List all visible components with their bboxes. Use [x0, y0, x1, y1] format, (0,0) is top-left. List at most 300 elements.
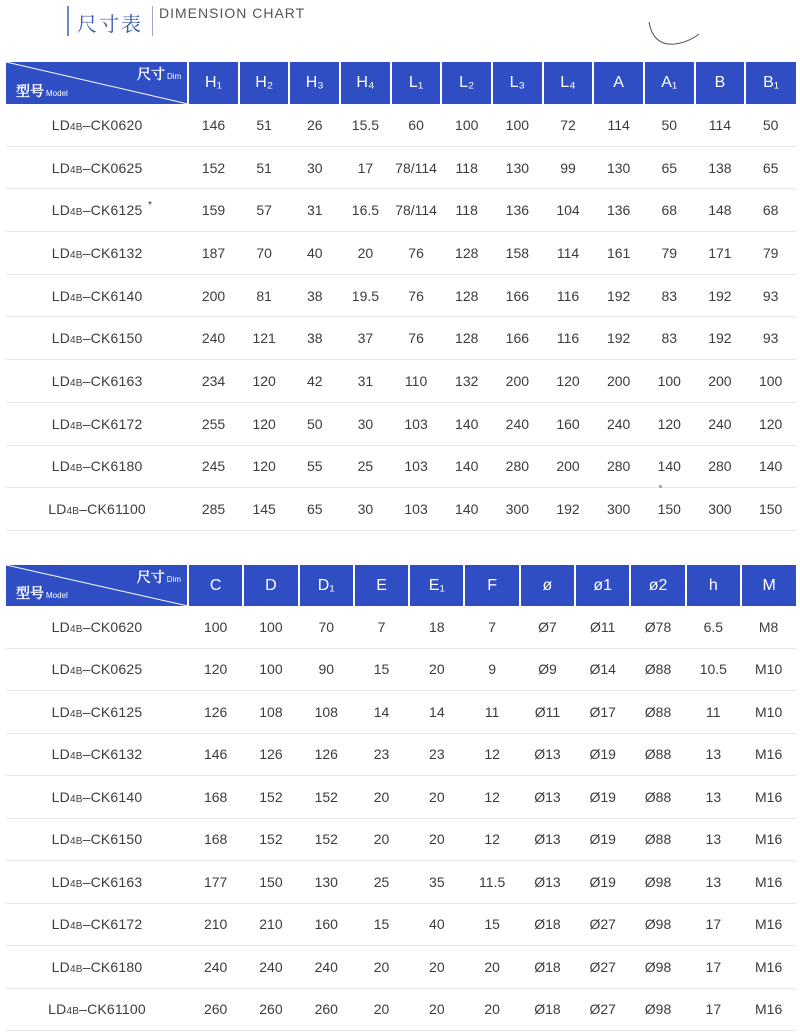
value-cell: 13 [686, 861, 741, 904]
value-cell: 200 [695, 360, 746, 403]
value-cell: 26 [289, 104, 340, 146]
value-cell: Ø27 [575, 903, 630, 946]
value-cell: 120 [188, 648, 243, 691]
model-cell: LD4B–CK6163 [6, 360, 188, 403]
value-cell: 15 [354, 903, 409, 946]
corner-dim-label: 尺寸 Dim [136, 569, 181, 585]
value-cell: 152 [188, 146, 239, 189]
column-header: h [686, 565, 741, 606]
value-cell: 146 [188, 733, 243, 776]
value-cell: 136 [593, 189, 644, 232]
model-cell: LD4B–CK6163 [6, 861, 188, 904]
value-cell: 6.5 [686, 606, 741, 648]
value-cell: 100 [644, 360, 695, 403]
value-cell: 20 [409, 988, 464, 1031]
value-cell: 30 [340, 488, 391, 531]
column-header: H₂ [239, 62, 290, 104]
value-cell: 25 [354, 861, 409, 904]
value-cell: 192 [593, 274, 644, 317]
value-cell: Ø88 [630, 648, 685, 691]
table-row [6, 903, 796, 946]
value-cell: 11 [686, 691, 741, 734]
value-cell: 76 [391, 317, 442, 360]
table-row [6, 232, 796, 275]
value-cell: 285 [188, 488, 239, 531]
corner-header-cell [6, 565, 188, 606]
value-cell: 42 [289, 360, 340, 403]
value-cell: 300 [492, 488, 543, 531]
value-cell: 152 [299, 818, 354, 861]
value-cell: 280 [593, 445, 644, 488]
value-cell: 240 [243, 946, 298, 989]
value-cell: Ø13 [520, 818, 575, 861]
value-cell: 93 [745, 274, 796, 317]
value-cell: 11.5 [464, 861, 519, 904]
value-cell: Ø11 [575, 606, 630, 648]
value-cell: 23 [354, 733, 409, 776]
value-cell: 140 [644, 445, 695, 488]
table-header-row [6, 565, 796, 606]
value-cell: Ø98 [630, 903, 685, 946]
model-cell: LD4B–CK6132 [6, 232, 188, 275]
value-cell: 15 [354, 648, 409, 691]
column-header: B₁ [745, 62, 796, 104]
value-cell: 148 [695, 189, 746, 232]
column-header: H₁ [188, 62, 239, 104]
value-cell: 171 [695, 232, 746, 275]
column-header: E [354, 565, 409, 606]
value-cell: 240 [492, 402, 543, 445]
table-row [6, 189, 796, 232]
value-cell: 280 [492, 445, 543, 488]
value-cell: 14 [409, 691, 464, 734]
value-cell: 140 [441, 402, 492, 445]
value-cell: 9 [464, 648, 519, 691]
value-cell: 20 [409, 946, 464, 989]
value-cell: 126 [188, 691, 243, 734]
value-cell: 132 [441, 360, 492, 403]
value-cell: 126 [243, 733, 298, 776]
value-cell: Ø78 [630, 606, 685, 648]
value-cell: 280 [695, 445, 746, 488]
value-cell: Ø98 [630, 988, 685, 1031]
value-cell: 166 [492, 274, 543, 317]
value-cell: 93 [745, 317, 796, 360]
value-cell: 152 [243, 818, 298, 861]
dimension-table-2 [6, 565, 796, 1031]
value-cell: 166 [492, 317, 543, 360]
value-cell: 11 [464, 691, 519, 734]
value-cell: 13 [686, 818, 741, 861]
value-cell: 23 [409, 733, 464, 776]
value-cell: 177 [188, 861, 243, 904]
column-header: B [695, 62, 746, 104]
header-divider [152, 6, 153, 36]
value-cell: 240 [188, 317, 239, 360]
value-cell: 18 [409, 606, 464, 648]
value-cell: 20 [409, 648, 464, 691]
model-cell: LD4B–CK6140 [6, 274, 188, 317]
value-cell: 114 [593, 104, 644, 146]
column-header: L₁ [391, 62, 442, 104]
value-cell: 200 [492, 360, 543, 403]
table-row [6, 733, 796, 776]
corner-header-cell [6, 62, 188, 104]
value-cell: 255 [188, 402, 239, 445]
value-cell: 100 [745, 360, 796, 403]
value-cell: 128 [441, 317, 492, 360]
corner-model-label: 型号 Model [16, 83, 68, 99]
column-header: ø1 [575, 565, 630, 606]
value-cell: 200 [593, 360, 644, 403]
column-header: D [243, 565, 298, 606]
value-cell: 104 [543, 189, 594, 232]
model-cell: LD4B–CK0625 [6, 648, 188, 691]
value-cell: Ø13 [520, 776, 575, 819]
value-cell: Ø9 [520, 648, 575, 691]
value-cell: 145 [239, 488, 290, 531]
value-cell: 245 [188, 445, 239, 488]
column-header: H₃ [289, 62, 340, 104]
column-header: F [464, 565, 519, 606]
value-cell: 130 [299, 861, 354, 904]
value-cell: 12 [464, 733, 519, 776]
value-cell: 152 [299, 776, 354, 819]
value-cell: 14 [354, 691, 409, 734]
page-header [0, 0, 800, 50]
value-cell: 120 [239, 445, 290, 488]
value-cell: 40 [409, 903, 464, 946]
value-cell: 76 [391, 274, 442, 317]
value-cell: 168 [188, 776, 243, 819]
value-cell: 120 [745, 402, 796, 445]
corner-dim-label: 尺寸 Dim [136, 66, 182, 82]
value-cell: 70 [299, 606, 354, 648]
table-row [6, 488, 796, 531]
column-header: H₄ [340, 62, 391, 104]
value-cell: 37 [340, 317, 391, 360]
column-header: L₂ [441, 62, 492, 104]
value-cell: 210 [243, 903, 298, 946]
value-cell: Ø98 [630, 861, 685, 904]
value-cell: Ø18 [520, 903, 575, 946]
value-cell: 130 [593, 146, 644, 189]
value-cell: 240 [188, 946, 243, 989]
table-row [6, 274, 796, 317]
value-cell: Ø88 [630, 691, 685, 734]
value-cell: 100 [188, 606, 243, 648]
value-cell: 100 [243, 606, 298, 648]
value-cell: M16 [741, 818, 796, 861]
value-cell: Ø88 [630, 818, 685, 861]
column-header: D₁ [299, 565, 354, 606]
value-cell: 240 [593, 402, 644, 445]
value-cell: 15 [464, 903, 519, 946]
value-cell: 110 [391, 360, 442, 403]
value-cell: 31 [340, 360, 391, 403]
value-cell: 234 [188, 360, 239, 403]
value-cell: 15.5 [340, 104, 391, 146]
column-header: A [593, 62, 644, 104]
table-row [6, 317, 796, 360]
value-cell: Ø19 [575, 818, 630, 861]
table-row [6, 146, 796, 189]
value-cell: 90 [299, 648, 354, 691]
value-cell: 51 [239, 146, 290, 189]
column-header: A₁ [644, 62, 695, 104]
value-cell: Ø27 [575, 946, 630, 989]
value-cell: 187 [188, 232, 239, 275]
table-row [6, 648, 796, 691]
model-cell: LD4B–CK6180 [6, 445, 188, 488]
model-cell: LD4B–CK6132 [6, 733, 188, 776]
table-row [6, 104, 796, 146]
value-cell: 12 [464, 818, 519, 861]
model-cell: LD4B–CK0625 [6, 146, 188, 189]
table-row [6, 691, 796, 734]
value-cell: 120 [644, 402, 695, 445]
value-cell: 192 [543, 488, 594, 531]
value-cell: 17 [686, 988, 741, 1031]
value-cell: 70 [239, 232, 290, 275]
table-row [6, 445, 796, 488]
decorative-curve-icon [645, 20, 705, 50]
value-cell: 68 [745, 189, 796, 232]
value-cell: M16 [741, 733, 796, 776]
value-cell: 38 [289, 317, 340, 360]
value-cell: M10 [741, 648, 796, 691]
model-cell: LD4B–CK61100 [6, 488, 188, 531]
value-cell: 50 [745, 104, 796, 146]
value-cell: 20 [354, 818, 409, 861]
model-cell: LD4B–CK6180 [6, 946, 188, 989]
value-cell: M8 [741, 606, 796, 648]
dimension-table-1 [6, 62, 796, 531]
value-cell: 108 [299, 691, 354, 734]
value-cell: 20 [409, 776, 464, 819]
value-cell: 100 [441, 104, 492, 146]
value-cell: Ø11 [520, 691, 575, 734]
value-cell: 78/114 [391, 189, 442, 232]
value-cell: 12 [464, 776, 519, 819]
value-cell: 300 [593, 488, 644, 531]
column-header: ø2 [630, 565, 685, 606]
table-row [6, 776, 796, 819]
value-cell: 161 [593, 232, 644, 275]
table-row [6, 360, 796, 403]
value-cell: 65 [289, 488, 340, 531]
decorative-dot-icon [659, 485, 662, 488]
value-cell: 120 [239, 360, 290, 403]
value-cell: Ø7 [520, 606, 575, 648]
value-cell: 13 [686, 733, 741, 776]
value-cell: 79 [745, 232, 796, 275]
value-cell: 192 [593, 317, 644, 360]
column-header: ø [520, 565, 575, 606]
value-cell: M10 [741, 691, 796, 734]
value-cell: 118 [441, 146, 492, 189]
value-cell: 19.5 [340, 274, 391, 317]
model-cell: LD4B–CK0620 [6, 104, 188, 146]
value-cell: 81 [239, 274, 290, 317]
value-cell: 116 [543, 274, 594, 317]
value-cell: 25 [340, 445, 391, 488]
value-cell: 116 [543, 317, 594, 360]
column-header: L₃ [492, 62, 543, 104]
value-cell: 79 [644, 232, 695, 275]
model-cell: LD4B–CK6125 [6, 189, 188, 232]
value-cell: 17 [686, 946, 741, 989]
asterisk-mark-icon: * [148, 200, 152, 211]
value-cell: 65 [644, 146, 695, 189]
value-cell: 200 [188, 274, 239, 317]
value-cell: 10.5 [686, 648, 741, 691]
value-cell: 17 [686, 903, 741, 946]
value-cell: 240 [695, 402, 746, 445]
value-cell: 168 [188, 818, 243, 861]
value-cell: 40 [289, 232, 340, 275]
model-cell: LD4B–CK6125 [6, 691, 188, 734]
value-cell: 76 [391, 232, 442, 275]
value-cell: Ø18 [520, 946, 575, 989]
value-cell: 16.5 [340, 189, 391, 232]
value-cell: 20 [340, 232, 391, 275]
value-cell: 300 [695, 488, 746, 531]
value-cell: 140 [441, 488, 492, 531]
header-title-cn: 尺寸表 [77, 12, 143, 36]
value-cell: 120 [543, 360, 594, 403]
value-cell: Ø13 [520, 861, 575, 904]
value-cell: 140 [745, 445, 796, 488]
value-cell: 20 [464, 946, 519, 989]
column-header: M [741, 565, 796, 606]
value-cell: 260 [299, 988, 354, 1031]
value-cell: 83 [644, 274, 695, 317]
value-cell: 128 [441, 232, 492, 275]
value-cell: 100 [243, 648, 298, 691]
value-cell: Ø88 [630, 776, 685, 819]
value-cell: 126 [299, 733, 354, 776]
value-cell: 120 [239, 402, 290, 445]
value-cell: 7 [354, 606, 409, 648]
value-cell: 160 [543, 402, 594, 445]
value-cell: M16 [741, 903, 796, 946]
column-header: L₄ [543, 62, 594, 104]
value-cell: Ø19 [575, 861, 630, 904]
table-row [6, 988, 796, 1031]
column-header: C [188, 565, 243, 606]
value-cell: 150 [243, 861, 298, 904]
value-cell: 57 [239, 189, 290, 232]
value-cell: 60 [391, 104, 442, 146]
value-cell: 72 [543, 104, 594, 146]
value-cell: 140 [441, 445, 492, 488]
value-cell: 20 [464, 988, 519, 1031]
value-cell: 38 [289, 274, 340, 317]
value-cell: Ø88 [630, 733, 685, 776]
value-cell: 20 [354, 988, 409, 1031]
model-cell: LD4B–CK6172 [6, 402, 188, 445]
value-cell: 210 [188, 903, 243, 946]
value-cell: 99 [543, 146, 594, 189]
table-row [6, 946, 796, 989]
value-cell: Ø13 [520, 733, 575, 776]
value-cell: 159 [188, 189, 239, 232]
value-cell: 103 [391, 402, 442, 445]
value-cell: 128 [441, 274, 492, 317]
value-cell: 130 [492, 146, 543, 189]
value-cell: Ø98 [630, 946, 685, 989]
value-cell: 114 [543, 232, 594, 275]
value-cell: M16 [741, 988, 796, 1031]
model-cell: LD4B–CK6172 [6, 903, 188, 946]
value-cell: 103 [391, 488, 442, 531]
value-cell: 160 [299, 903, 354, 946]
value-cell: 50 [289, 402, 340, 445]
value-cell: Ø19 [575, 776, 630, 819]
model-cell: LD4B–CK0620 [6, 606, 188, 648]
value-cell: 192 [695, 317, 746, 360]
value-cell: M16 [741, 776, 796, 819]
value-cell: 200 [543, 445, 594, 488]
value-cell: 114 [695, 104, 746, 146]
value-cell: M16 [741, 946, 796, 989]
value-cell: 68 [644, 189, 695, 232]
model-cell: LD4B–CK61100 [6, 988, 188, 1031]
value-cell: 55 [289, 445, 340, 488]
value-cell: 50 [644, 104, 695, 146]
value-cell: 260 [188, 988, 243, 1031]
table-row [6, 606, 796, 648]
value-cell: 146 [188, 104, 239, 146]
model-cell: LD4B–CK6150 [6, 317, 188, 360]
value-cell: 30 [289, 146, 340, 189]
value-cell: 31 [289, 189, 340, 232]
value-cell: Ø18 [520, 988, 575, 1031]
value-cell: 30 [340, 402, 391, 445]
value-cell: 240 [299, 946, 354, 989]
value-cell: 138 [695, 146, 746, 189]
value-cell: 13 [686, 776, 741, 819]
value-cell: 158 [492, 232, 543, 275]
value-cell: 260 [243, 988, 298, 1031]
value-cell: 152 [243, 776, 298, 819]
value-cell: 20 [354, 946, 409, 989]
value-cell: Ø14 [575, 648, 630, 691]
model-cell: LD4B–CK6140 [6, 776, 188, 819]
value-cell: Ø17 [575, 691, 630, 734]
value-cell: 83 [644, 317, 695, 360]
value-cell: M16 [741, 861, 796, 904]
value-cell: 7 [464, 606, 519, 648]
table-row [6, 402, 796, 445]
header-accent-bar [67, 6, 69, 36]
table-row [6, 861, 796, 904]
value-cell: 150 [644, 488, 695, 531]
value-cell: 118 [441, 189, 492, 232]
value-cell: 192 [695, 274, 746, 317]
value-cell: 150 [745, 488, 796, 531]
table-row [6, 818, 796, 861]
value-cell: 108 [243, 691, 298, 734]
value-cell: 78/114 [391, 146, 442, 189]
corner-model-label: 型号 Model [16, 585, 68, 601]
value-cell: 20 [409, 818, 464, 861]
value-cell: 20 [354, 776, 409, 819]
value-cell: 51 [239, 104, 290, 146]
value-cell: 65 [745, 146, 796, 189]
value-cell: 103 [391, 445, 442, 488]
